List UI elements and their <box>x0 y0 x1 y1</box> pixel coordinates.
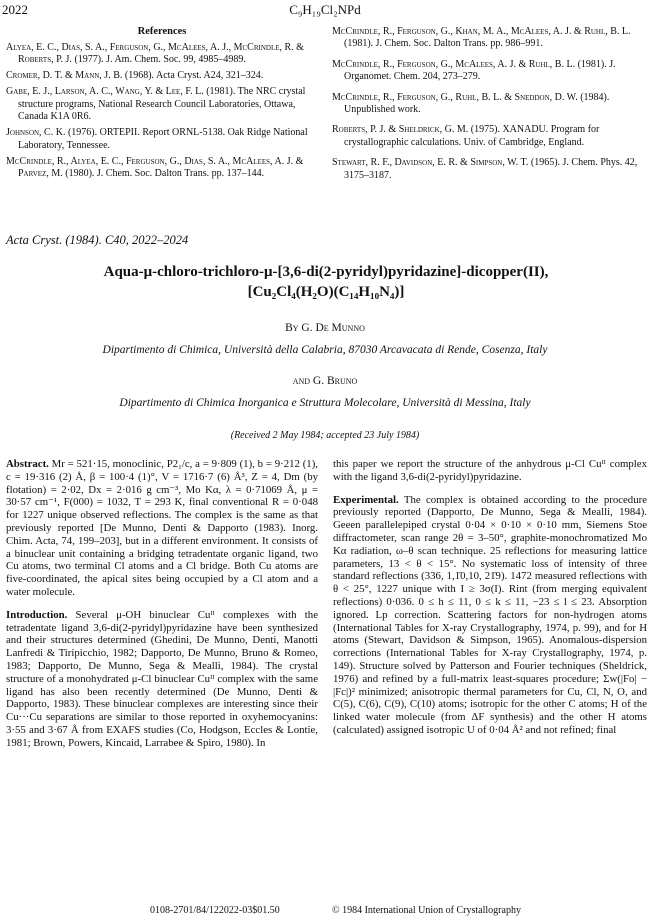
reference-item: Alyea, E. C., Dias, S. A., Ferguson, G., McAlees, A. J., McCrindle, R. & Roberts, P. J. (1977). J. Am. Chem. Soc. 99, 4985–4989. <box>6 42 304 66</box>
body-left-column <box>6 458 318 760</box>
header-formula: C₉H₁₉Cl₂NPd <box>289 2 361 17</box>
experimental-heading: Experimental. <box>333 493 399 506</box>
introduction-paragraph: Introduction. Several μ-OH binuclear Cuᴵᴵ complexes with the tetradentate ligand 3,6-di(2-pyridyl)pyridazine have been synthesized and their structures determined (Ghedini, De Munno, Denti, Manotti Lanfredi & Tiripicchio, 1982; Dapporto, De Munno, Bruno & Romeo, 1983; Dapporto, De Munno, Sega & Mealli, 1984). The crystal structure of a monohydrated μ-Cl binuclear Cuᴵᴵ complex with the same ligand has also been recently determined (De Munno, Denti & Dapporto, 1983). These binuclear complexes are interesting since their Cu···Cu separations are similar to those reported in oxyhemocyanins: 3·55 and 3·67 Å from EXAFS studies (Co, Hodgson, Eccles & Lontie, 1981; Brown, Powers, Kincaid, Larrabee & Spiro, 1980). In <box>6 608 318 749</box>
abstract-paragraph: Abstract. Mr = 521·15, monoclinic, P2₁/c, a = 9·809 (1), b = 9·212 (1), c = 19·316 (2) Å, β = 100·4 (1)°, V = 1716·7 (6) Å³, Z = 4, Dm (by flotation) = 2·02, Dx = 2·016 g cm⁻³, Mo Kα, λ = 0·71069 Å, μ = 30·57 cm⁻¹, F(000) = 1032, T = 293 K, final conventional R = 0·048 for 1227 unique observed reflections. The complex is the same as that previously reported [De Munno, Denti & Dapporto (1983). Inorg. Chim. Acta, 74, 199–203], but in a different environment. It consists of a binuclear unit containing a bridging tetradentate organic ligand, two Cu atoms, two terminal Cl atoms and a Cl bridge. Both Cu atoms are five-coordinated, the apical sites being occupied by a Cl atom and a water molecule. <box>6 458 318 598</box>
author-line-1 <box>0 322 650 334</box>
body-right-column <box>333 458 647 747</box>
title-line-1: Aqua-μ-chloro-trichloro-μ-[3,6-di(2-pyridyl)pyridazine]-dicopper(II), <box>103 264 549 280</box>
affiliation-2: Dipartimento di Chimica Inorganica e Struttura Molecolare, Università di Messina, Italy <box>119 397 531 409</box>
reference-item: Stewart, R. F., Davidson, E. R. & Simpson, W. T. (1965). J. Chem. Phys. 42, 3175–3187. <box>332 157 638 181</box>
reference-item: Johnson, C. K. (1976). ORTEPII. Report ORNL-5138. Oak Ridge National Laboratory, Tennessee. <box>6 127 308 151</box>
received-dates: (Received 2 May 1984; accepted 23 July 1984) <box>230 430 420 441</box>
article-code: 0108-2701/84/122022-03$01.50 <box>150 905 280 916</box>
by-word: By <box>285 322 299 334</box>
page-number: 2022 <box>2 2 28 17</box>
reference-item: Gabe, E. J., Larson, A. C., Wang, Y. & Lee, F. L. (1981). The NRC crystal structure programs, National Research Council Laboratories, Ottawa, Canada K1A 0R6. <box>6 86 306 123</box>
introduction-continued: this paper we report the structure of the anhydrous μ-Cl Cuᴵᴵ complex with the ligand 3,6-di(2-pyridyl)pyridazine. <box>333 458 647 483</box>
reference-item: McCrindle, R., Alyea, E. C., Ferguson, G., Dias, S. A., McAlees, A. J. & Parvez, M. (1980). J. Chem. Soc. Dalton Trans. pp. 137–144. <box>6 155 304 180</box>
references-left-column <box>6 42 318 184</box>
running-header <box>0 2 650 18</box>
abstract-heading: Abstract. <box>6 458 49 470</box>
reference-item: McCrindle, R., Ferguson, G., McAlees, A. J. & Ruhl, B. L. (1981). J. Organomet. Chem. 204, 273–279. <box>332 58 616 83</box>
introduction-heading: Introduction. <box>6 608 68 621</box>
title-line-2: [Cu₂Cl₄(H₂O)(C₁₄H₁₀N₄)] <box>247 284 405 300</box>
reference-item: McCrindle, R., Ferguson, G., Khan, M. A., McAlees, A. J. & Ruhl, B. L. (1981). J. Chem. Soc. Dalton Trans. pp. 986–991. <box>332 26 631 50</box>
experimental-paragraph: Experimental. The complex is obtained according to the procedure previously reported (Dapporto, De Munno, Sega & Mealli, 1984). Geeen parallelepiped crystal 0·04 × 0·10 × 0·10 mm, Siemens Stoe diffractometer, scan range 2θ = 3–50°, graphite-monochromatized Mo Kα radiation, ω–θ scan technique. 25 reflections for measuring lattice parameters, 13 < θ < 15°. No systematic loss of intensity of three standard reflections (336, 1,1̄0,10, 21̄9). 1472 measured reflections with θ < 25°, 1227 unique with I ≥ 3σ(I). Rint (from merging equivalent reflections) 0·036. 0 ≤ h ≤ 11, 0 ≤ k ≤ 11, −23 ≤ l ≤ 23. Absorption ignored. Lp correction. Scattering factors for non-hydrogen atoms (International Tables for X-ray Crystallography, 1974, p. 99), and for H atoms (Stewart, Davidson & Simpson, 1965). Anomalous-dispersion corrections (International Tables for X-ray Crystallography, 1974, p. 149). Structure solved by Patterson and Fourier techniques (Sheldrick, 1976) and refined by a full-matrix least-squares procedure; Σw(|Fo| − |Fc|)² minimized; anisotropic thermal parameters for Cu, Cl, N, O, and C(5), C(6), C(9), C(10) atoms; isotropic for the other C atoms; H of the linked water molecule (from ΔF synthesis) and the other H atoms (calculated) assigned isotropic U of 0·04 Å² and not refined; final <box>333 493 647 736</box>
journal-citation: Acta Cryst. (1984). C40, 2022–2024 <box>6 233 189 247</box>
reference-item: Roberts, P. J. & Sheldrick, G. M. (1975). XANADU. Program for crystallographic calculations. Univ. of Cambridge, England. <box>332 124 600 148</box>
reference-item: McCrindle, R., Ferguson, G., Ruhl, B. L. & Sneddon, D. W. (1984). Unpublished work. <box>332 91 610 116</box>
copyright-notice: © 1984 International Union of Crystallography <box>332 905 521 916</box>
reference-item: Cromer, D. T. & Mann, J. B. (1968). Acta Cryst. A24, 321–324. <box>6 70 264 82</box>
article-title <box>30 262 622 302</box>
author-line-2 <box>0 375 650 387</box>
references-heading: References <box>137 26 187 37</box>
affiliation-1: Dipartimento di Chimica, Università della Calabria, 87030 Arcavacata di Rende, Cosenza, Italy <box>102 344 548 356</box>
author-name: G. Bruno <box>312 375 358 387</box>
author-name: G. De Munno <box>301 322 365 334</box>
references-right-column <box>332 26 646 190</box>
and-word: and <box>292 375 311 387</box>
